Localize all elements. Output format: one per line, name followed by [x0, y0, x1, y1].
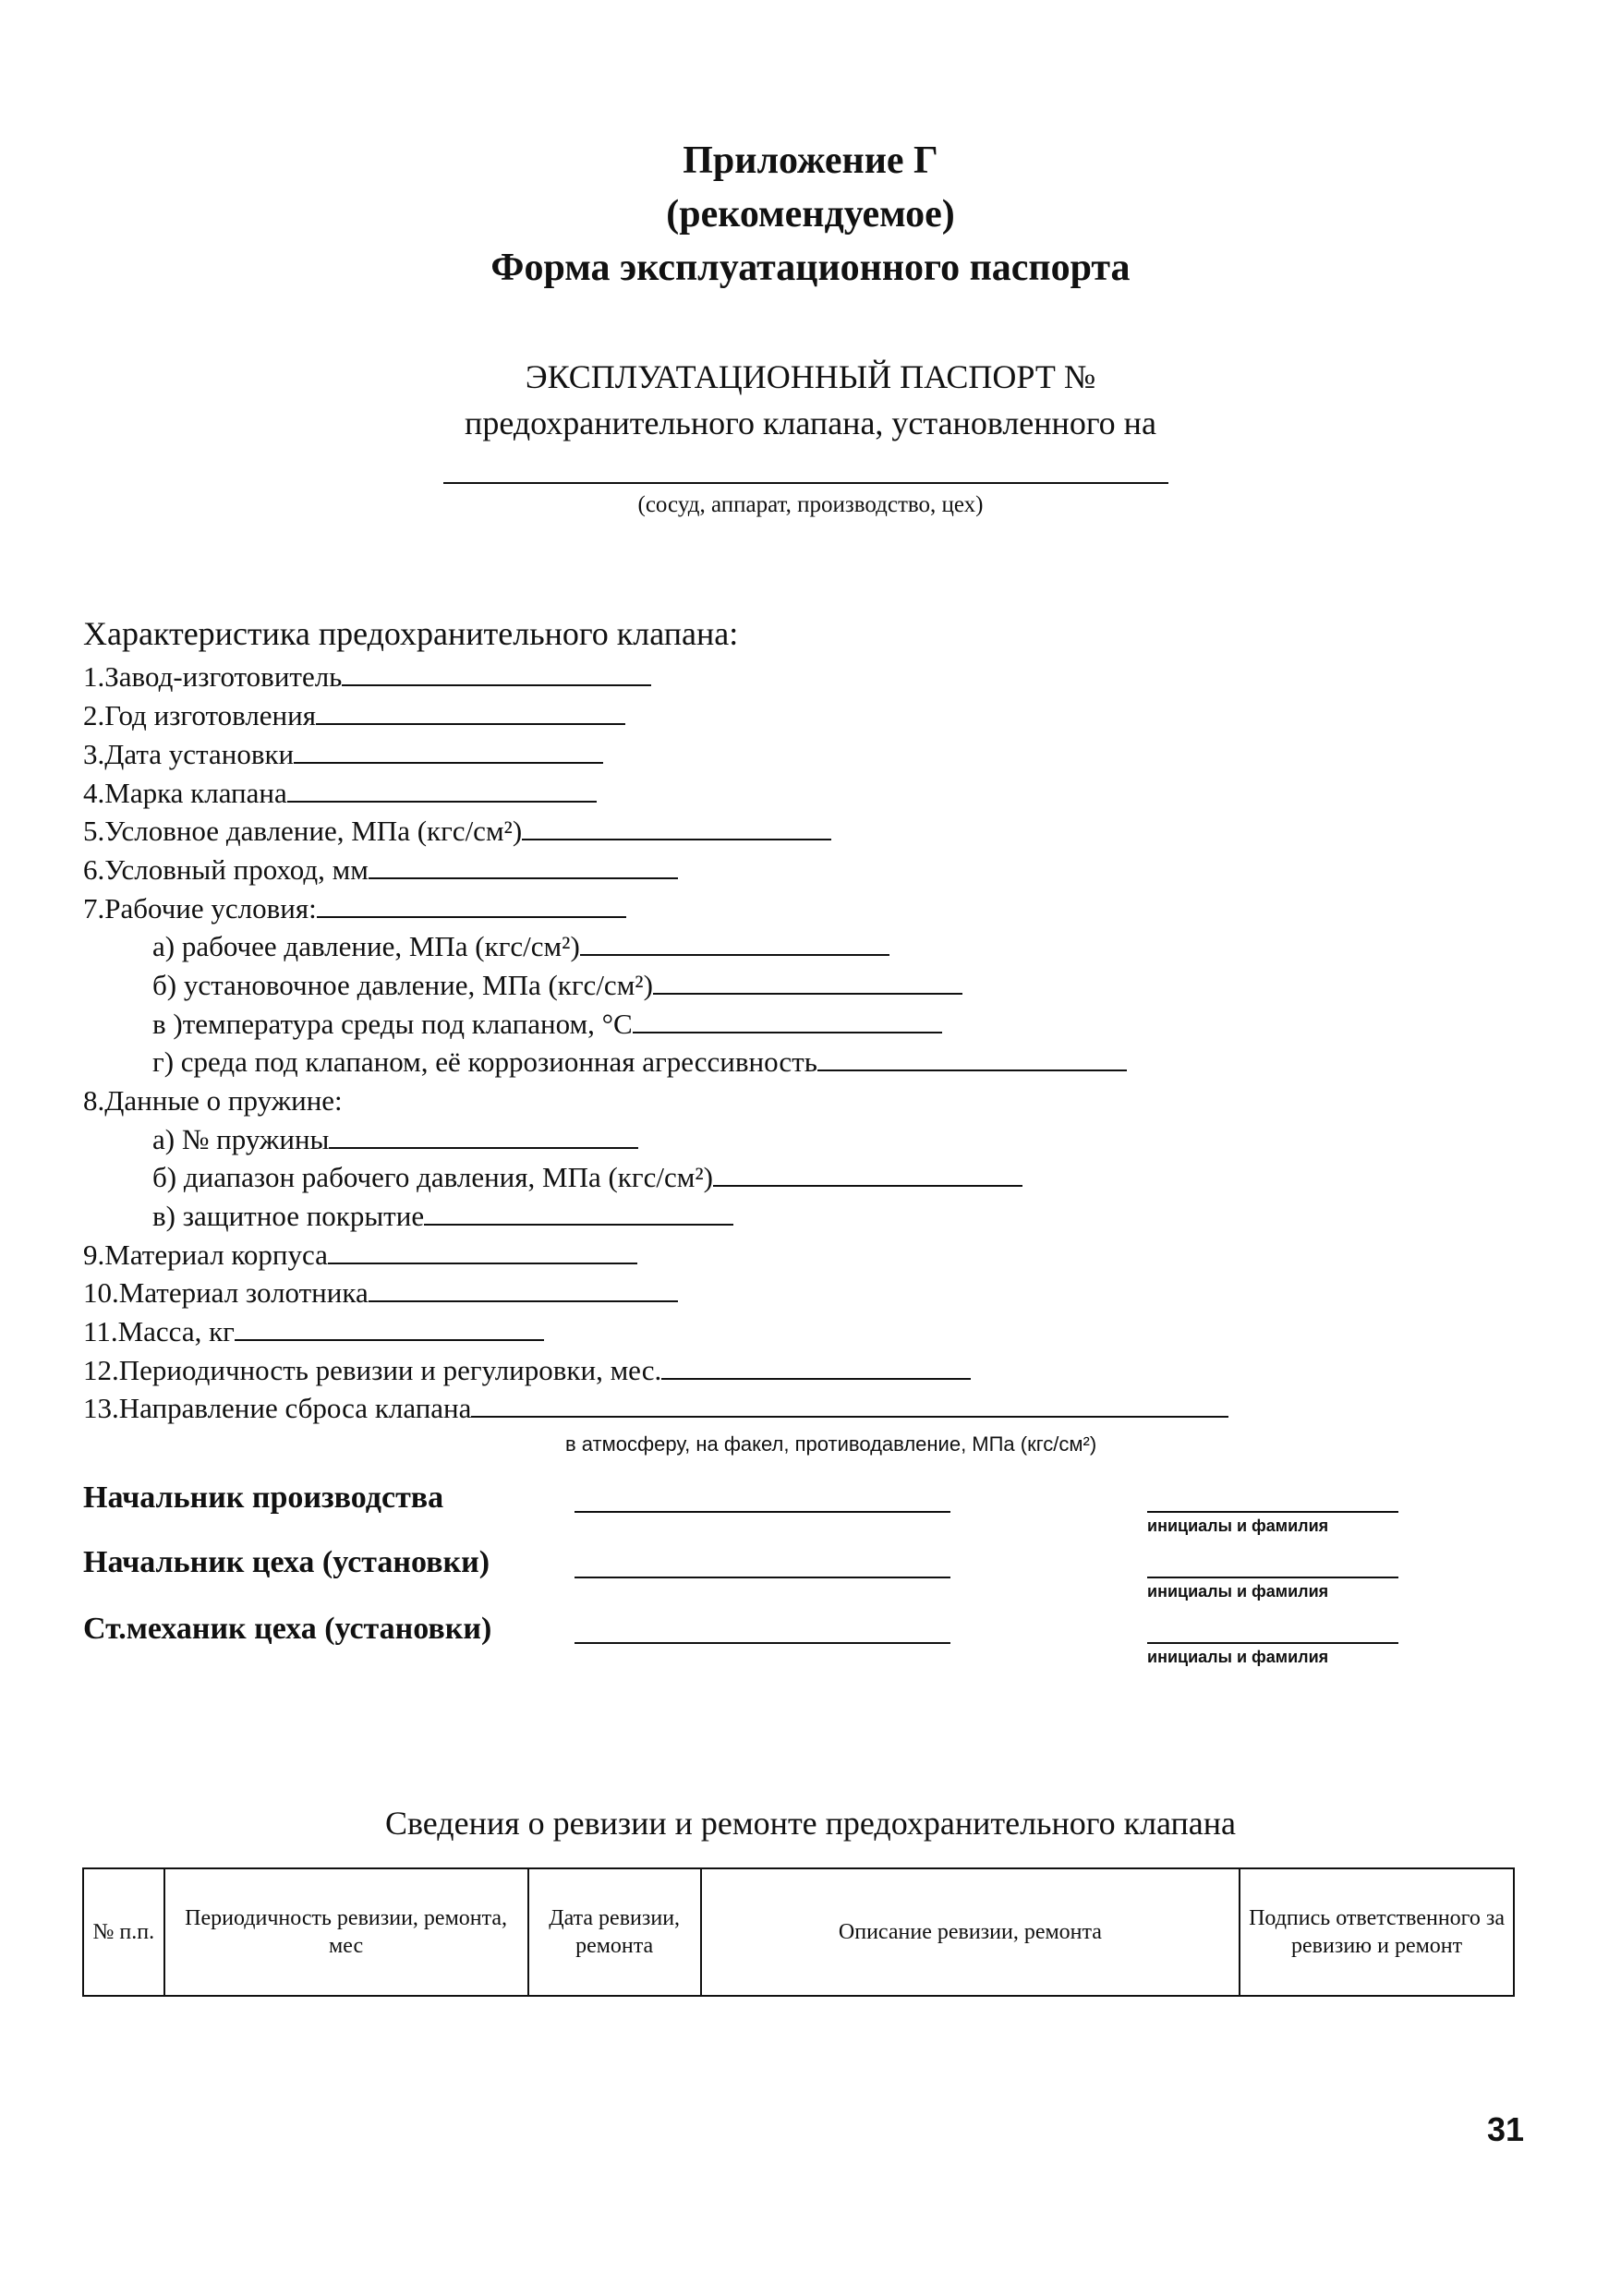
field-spring-range: б) диапазон рабочего давления, МПа (кгс/см²) — [152, 1159, 1022, 1196]
signature-role-senior-mechanic: Ст.механик цеха (установки) — [83, 1612, 492, 1646]
field-spool-material: 10.Материал золотника — [83, 1275, 678, 1311]
passport-title: ЭКСПЛУАТАЦИОННЫЙ ПАСПОРТ № — [525, 358, 1096, 395]
field-discharge-direction: 13.Направление сброса клапана — [83, 1390, 1228, 1427]
signature-line-production-head — [575, 1511, 950, 1513]
field-manufacture-year: 2.Год изготовления — [83, 697, 625, 734]
nominal-bore-blank — [369, 855, 678, 879]
medium-aggressiveness-blank — [817, 1047, 1127, 1071]
spring-number-blank — [329, 1125, 638, 1149]
field-working-conditions: 7.Рабочие условия: — [83, 890, 626, 927]
field-revision-period: 12.Периодичность ревизии и регулировки, мес. — [83, 1352, 971, 1389]
appendix-subtitle: (рекомендуемое) — [666, 193, 955, 236]
protective-coating-blank — [424, 1202, 733, 1226]
field-install-date: 3.Дата установки — [83, 736, 603, 773]
field-set-pressure: б) установочное давление, МПа (кгс/см²) — [152, 967, 962, 1004]
manufacturer-blank — [342, 662, 651, 686]
field-working-pressure: а) рабочее давление, МПа (кгс/см²) — [152, 928, 889, 965]
field-valve-model: 4.Марка клапана — [83, 775, 597, 812]
install-date-blank — [294, 740, 603, 764]
form-title: Форма эксплуатационного паспорта — [490, 247, 1131, 289]
field-nominal-bore: 6.Условный проход, мм — [83, 852, 678, 888]
signature-line-senior-mechanic — [575, 1642, 950, 1644]
field-manufacturer: 1.Завод-изготовитель — [83, 659, 651, 695]
working-conditions-blank — [317, 894, 626, 918]
set-pressure-blank — [653, 971, 962, 995]
mass-blank — [235, 1317, 544, 1341]
signature-role-shop-head: Начальник цеха (установки) — [83, 1545, 490, 1579]
signature-role-production-head: Начальник производства — [83, 1480, 444, 1515]
spring-range-blank — [713, 1163, 1022, 1187]
revision-table — [82, 1867, 1515, 1997]
working-pressure-blank — [580, 932, 889, 956]
field-medium-aggressiveness: г) среда под клапаном, её коррозионная агрессивность — [152, 1044, 1127, 1081]
table-header-row — [83, 1868, 1514, 1996]
signature-line-shop-head — [575, 1577, 950, 1578]
col-number: № п.п. — [83, 1868, 164, 1996]
page-number: 31 — [1487, 2110, 1525, 2148]
year-blank — [316, 701, 625, 725]
col-period: Периодичность ревизии, ремонта, мес — [164, 1868, 528, 1996]
discharge-direction-hint: в атмосферу, на факел, противодавление, МПа (кгс/см²) — [565, 1432, 1097, 1456]
revision-heading: Сведения о ревизии и ремонте предохранительного клапана — [384, 1805, 1237, 1842]
installation-place-line — [443, 482, 1168, 484]
passport-subtitle: предохранительного клапана, установленного на — [465, 405, 1156, 441]
initials-caption-2: инициалы и фамилия — [1147, 1582, 1329, 1601]
characteristics-heading: Характеристика предохранительного клапана: — [83, 615, 739, 652]
revision-period-blank — [661, 1356, 971, 1380]
medium-temperature-blank — [633, 1009, 942, 1033]
appendix-title: Приложение Г — [683, 139, 938, 182]
field-nominal-pressure: 5.Условное давление, МПа (кгс/см²) — [83, 813, 831, 850]
body-material-blank — [328, 1240, 637, 1264]
nominal-pressure-blank — [522, 816, 831, 840]
col-signature: Подпись ответственного за ревизию и ремонт — [1240, 1868, 1514, 1996]
installation-place-hint: (сосуд, аппарат, производство, цех) — [637, 492, 984, 517]
field-mass: 11.Масса, кг — [83, 1313, 544, 1350]
initials-line-senior-mechanic — [1147, 1642, 1398, 1644]
field-spring-data: 8.Данные о пружине: — [83, 1084, 343, 1117]
col-date: Дата ревизии, ремонта — [528, 1868, 701, 1996]
initials-caption-1: инициалы и фамилия — [1147, 1517, 1329, 1535]
discharge-direction-blank — [471, 1394, 1228, 1418]
initials-line-production-head — [1147, 1511, 1398, 1513]
initials-caption-3: инициалы и фамилия — [1147, 1648, 1329, 1666]
field-medium-temperature: в )температура среды под клапаном, °С — [152, 1006, 942, 1043]
field-spring-number: а) № пружины — [152, 1121, 638, 1158]
field-protective-coating: в) защитное покрытие — [152, 1198, 733, 1235]
initials-line-shop-head — [1147, 1577, 1398, 1578]
valve-model-blank — [287, 779, 597, 803]
spool-material-blank — [369, 1278, 678, 1302]
col-description: Описание ревизии, ремонта — [701, 1868, 1240, 1996]
field-body-material: 9.Материал корпуса — [83, 1237, 637, 1274]
